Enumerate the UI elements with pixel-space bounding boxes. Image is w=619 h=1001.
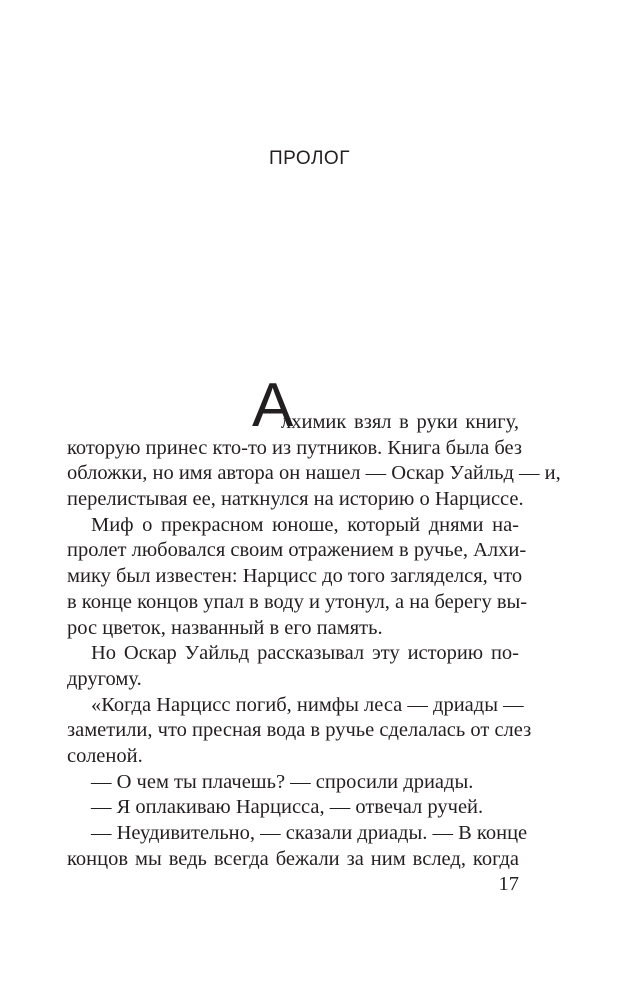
drop-cap: А	[252, 371, 294, 440]
text-line: рос цветок, названный в его память.	[67, 616, 383, 639]
text-line: — Я оплакиваю Нарцисса, — отвечал ручей.	[91, 796, 484, 819]
text-line: которую принес кто-то из путников. Книга была без	[67, 436, 522, 459]
text-line: лхимик взял в руки книгу,	[281, 411, 519, 433]
text-line: мику был известен: Нарцисс до того загляделся, что	[67, 565, 523, 588]
text-line: обложки, но имя автора он нашел — Оскар Уайльд — и,	[67, 462, 561, 485]
text-line: в конце концов упал в воду и утонул, а на берегу вы-	[67, 590, 528, 613]
text-line: другому.	[67, 667, 142, 690]
page-number: 17	[498, 873, 519, 895]
chapter-title: ПРОЛОГ	[268, 148, 350, 169]
text-line: Но Оскар Уайльд рассказывал эту историю по-	[91, 642, 519, 665]
text-line: — Неудивительно, — сказали дриады. — В конце	[91, 822, 528, 844]
text-line: Миф о прекрасном юноше, который днями на-	[91, 513, 519, 536]
text-line: соленой.	[67, 744, 143, 767]
text-line: концов мы ведь всегда бежали за ним вслед, когда	[67, 847, 519, 870]
text-line: перелистывая ее, наткнулся на историю о Нарциссе.	[67, 488, 524, 511]
text-line: «Когда Нарцисс погиб, нимфы леса — дриады —	[91, 693, 524, 716]
text-line: заметили, что пресная вода в ручье сделалась от слез	[67, 719, 532, 742]
body-text	[67, 410, 561, 872]
text-line: пролет любовался своим отражением в ручье, Алхи-	[67, 539, 527, 562]
text-line: — О чем ты плачешь? — спросили дриады.	[91, 770, 474, 793]
